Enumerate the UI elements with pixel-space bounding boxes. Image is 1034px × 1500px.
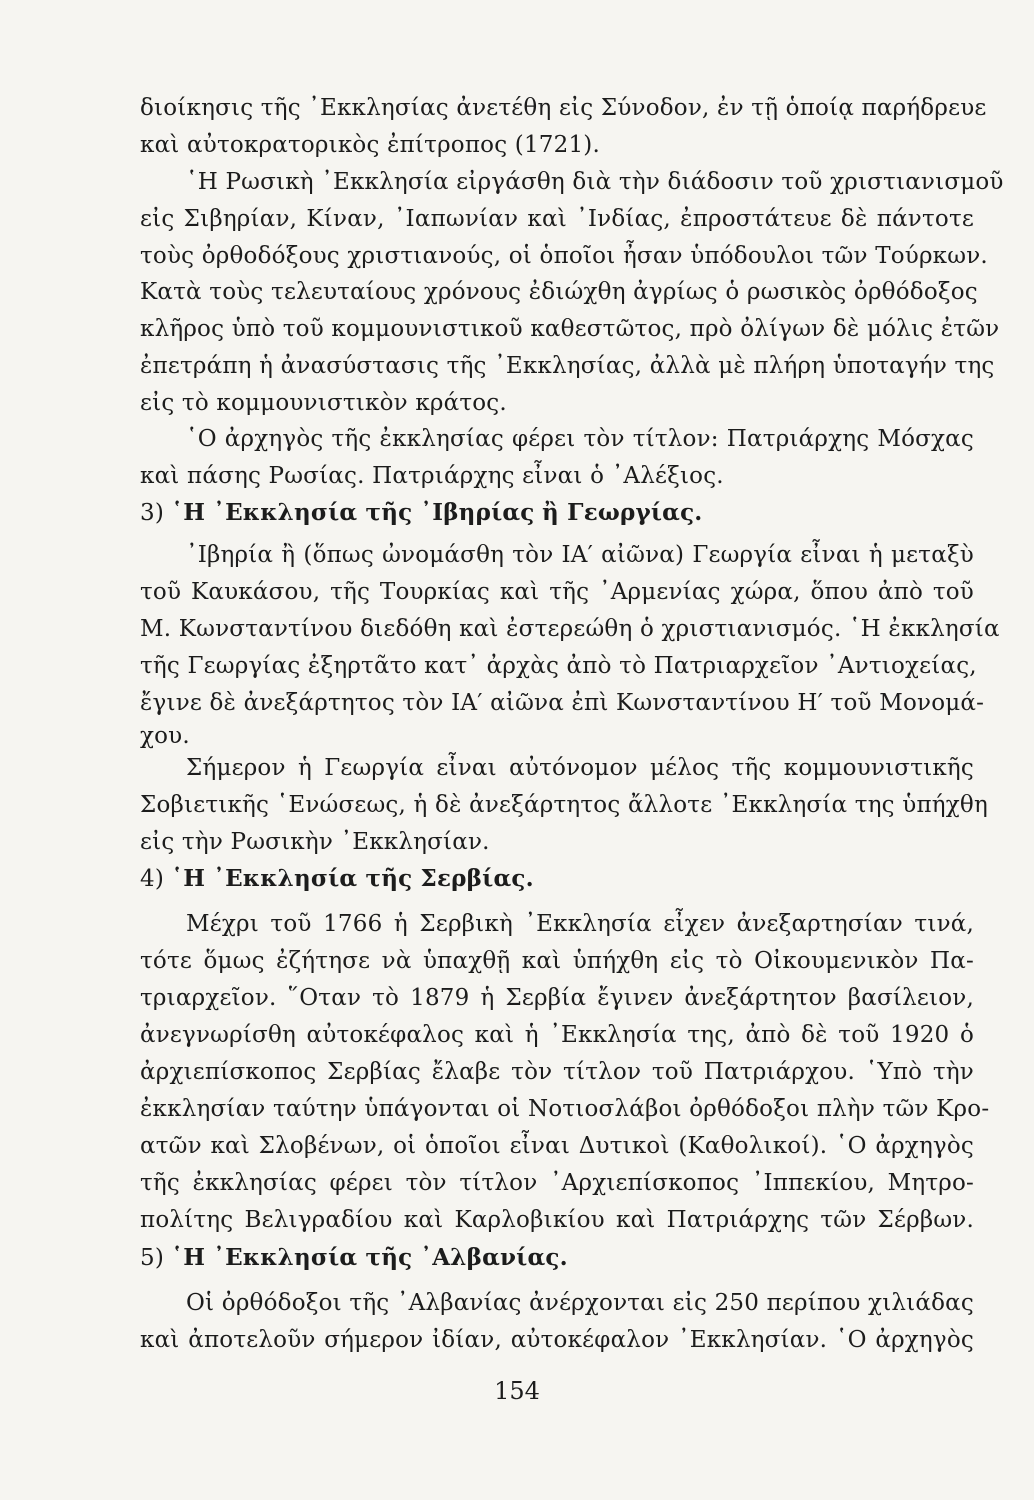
text-line: ἔγινε δὲ ἀνεξάρτητος τὸν ΙΑ′ αἰῶνα ἐπὶ Κωνσταντίνου Η′ τοῦ Μονομά-: [140, 690, 985, 716]
text-line: πολίτης Βελιγραδίου καὶ Καρλοβικίου καὶ Πατριάρχης τῶν Σέρβων.: [140, 1207, 974, 1233]
text-line: τοὺς ὀρθοδόξους χριστιανούς, οἱ ὁποῖοι ἦσαν ὑπόδουλοι τῶν Τούρκων.: [140, 243, 988, 269]
text-line: κλῆρος ὑπὸ τοῦ κομμουνιστικοῦ καθεστῶτος, πρὸ ὀλίγων δὲ μόλις ἐτῶν: [140, 316, 1000, 342]
text-line: τοῦ Καυκάσου, τῆς Τουρκίας καὶ τῆς ᾿Αρμενίας χώρα, ὅπου ἀπὸ τοῦ: [140, 579, 974, 605]
text-line: χου.: [140, 723, 190, 749]
text-line: ἐκκλησίαν ταύτην ὑπάγονται οἱ Νοτιοσλάβοι ὀρθόδοξοι πλὴν τῶν Κρο-: [140, 1096, 990, 1122]
text-line: εἰς τὴν Ρωσικὴν ᾿Εκκλησίαν.: [140, 829, 490, 855]
section-heading-albania: [140, 1243, 568, 1273]
text-line: Σοβιετικῆς ῾Ενώσεως, ἡ δὲ ἀνεξάρτητος ἄλλοτε ᾿Εκκλησία της ὑπήχθη: [140, 792, 988, 818]
text-line: διοίκησις τῆς ᾿Εκκλησίας ἀνετέθη εἰς Σύνοδον, ἐν τῇ ὁποίᾳ παρήδρευε: [140, 95, 987, 121]
text-line: Σήμερον ἡ Γεωργία εἶναι αὐτόνομον μέλος τῆς κομμουνιστικῆς: [186, 755, 974, 781]
section-heading-serbia: [140, 864, 534, 894]
text-line: τῆς ἐκκλησίας φέρει τὸν τίτλον ᾿Αρχιεπίσκοπος ᾿Ιππεκίου, Μητρο-: [140, 1170, 974, 1196]
text-line: Μέχρι τοῦ 1766 ἡ Σερβικὴ ᾿Εκκλησία εἶχεν ἀνεξαρτησίαν τινά,: [186, 911, 974, 937]
section-title: ῾Η ᾿Εκκλησία τῆς ᾿Ιβηρίας: [171, 499, 535, 526]
text-line: ῾Η Ρωσικὴ ᾿Εκκλησία εἰργάσθη διὰ τὴν διάδοσιν τοῦ χριστιανισμοῦ: [186, 169, 1004, 195]
section-number: 3): [140, 500, 165, 526]
text-line: ἀρχιεπίσκοπος Σερβίας ἔλαβε τὸν τίτλον τοῦ Πατριάρχου. ῾Υπὸ τὴν: [140, 1059, 974, 1085]
text-line: Μ. Κωνσταντίνου διεδόθη καὶ ἐστερεώθη ὁ χριστιανισμός. ῾Η ἐκκλησία: [140, 616, 1000, 642]
page-number: 154: [494, 1377, 540, 1405]
text-line: καὶ πάσης Ρωσίας. Πατριάρχης εἶναι ὁ ᾿Αλέξιος.: [140, 463, 724, 489]
section-number: 5): [140, 1245, 165, 1271]
text-line: καὶ αὐτοκρατορικὸς ἐπίτροπος (1721).: [140, 132, 600, 158]
section-number: 4): [140, 866, 165, 892]
text-line: Κατὰ τοὺς τελευταίους χρόνους ἐδιώχθη ἀγρίως ὁ ρωσικὸς ὀρθόδοξος: [140, 279, 978, 305]
text-line: Οἱ ὀρθόδοξοι τῆς ᾿Αλβανίας ἀνέρχονται εἰς 250 περίπου χιλιάδας: [186, 1290, 974, 1316]
text-line: ἀνεγνωρίσθη αὐτοκέφαλος καὶ ἡ ᾿Εκκλησία της, ἀπὸ δὲ τοῦ 1920 ὁ: [140, 1022, 974, 1048]
text-line: ῾Ο ἀρχηγὸς τῆς ἐκκλησίας φέρει τὸν τίτλον: Πατριάρχης Μόσχας: [186, 426, 974, 452]
section-title-rest: ἢ Γεωργίας.: [542, 499, 703, 526]
text-line: ατῶν καὶ Σλοβένων, οἱ ὁποῖοι εἶναι Δυτικοὶ (Καθολικοί). ῾Ο ἀρχηγὸς: [140, 1133, 974, 1159]
text-line: ἐπετράπη ἡ ἀνασύστασις τῆς ᾿Εκκλησίας, ἀλλὰ μὲ πλήρη ὑποταγήν της: [140, 353, 995, 379]
text-line: εἰς τὸ κομμουνιστικὸν κράτος.: [140, 390, 507, 416]
text-line: ᾿Ιβηρία ἢ (ὅπως ὠνομάσθη τὸν ΙΑ′ αἰῶνα) Γεωργία εἶναι ἡ μεταξὺ: [186, 542, 974, 568]
text-line: τότε ὅμως ἐζήτησε νὰ ὑπαχθῇ καὶ ὑπήχθη εἰς τὸ Οἰκουμενικὸν Πα-: [140, 948, 974, 974]
section-title: ῾Η ᾿Εκκλησία τῆς Σερβίας.: [171, 865, 534, 892]
section-title: ῾Η ᾿Εκκλησία τῆς ᾿Αλβανίας.: [171, 1244, 568, 1271]
text-line: εἰς Σιβηρίαν, Κίναν, ᾿Ιαπωνίαν καὶ ᾿Ινδίας, ἐπροστάτευε δὲ πάντοτε: [140, 206, 974, 232]
text-line: τριαρχεῖον. ῞Οταν τὸ 1879 ἡ Σερβία ἔγινεν ἀνεξάρτητον βασίλειον,: [140, 985, 974, 1011]
text-line: καὶ ἀποτελοῦν σήμερον ἰδίαν, αὐτοκέφαλον ᾿Εκκλησίαν. ῾Ο ἀρχηγὸς: [140, 1327, 974, 1353]
text-line: τῆς Γεωργίας ἐξηρτᾶτο κατ᾿ ἀρχὰς ἀπὸ τὸ Πατριαρχεῖον ᾿Αντιοχείας,: [140, 653, 977, 679]
section-heading-iberia: [140, 498, 703, 528]
